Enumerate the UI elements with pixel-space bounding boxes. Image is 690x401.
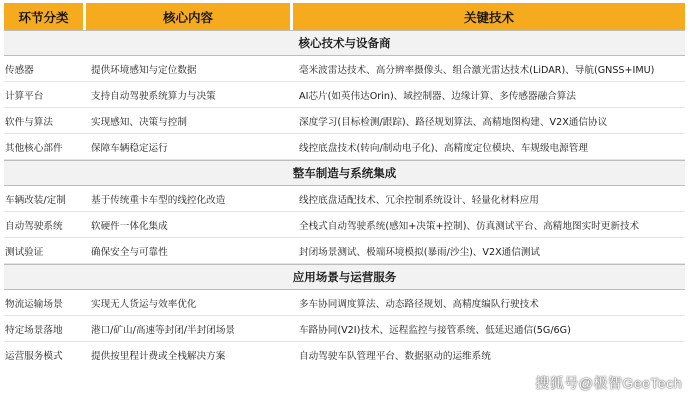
row-content: 提供环境感知与定位数据 xyxy=(91,64,197,76)
row-category: 其他核心部件 xyxy=(5,142,63,154)
table-row xyxy=(4,212,685,238)
watermark: 搜狐号@极智GeeTech xyxy=(535,375,682,391)
row-technology: 车路协同(V2I)技术、远程监控与接管系统、低延迟通信(5G/6G) xyxy=(299,324,571,336)
row-technology: 线控底盘适配技术、冗余控制系统设计、轻量化材料应用 xyxy=(299,194,539,206)
table-row xyxy=(4,186,685,212)
row-content: 实现感知、决策与控制 xyxy=(91,116,187,128)
row-category: 计算平台 xyxy=(5,90,44,102)
row-technology: 毫米波雷达技术、高分辨率摄像头、组合激光雷达技术(LiDAR)、导航(GNSS+IMU) xyxy=(299,64,655,76)
row-content: 保障车辆稳定运行 xyxy=(91,142,168,154)
row-technology: AI芯片(如英伟达Orin)、域控制器、边缘计算、多传感器融合算法 xyxy=(299,90,576,102)
row-technology: 自动驾驶车队管理平台、数据驱动的运维系统 xyxy=(299,351,491,362)
row-content: 支持自动驾驶系统算力与决策 xyxy=(91,90,216,102)
row-category: 自动驾驶系统 xyxy=(5,220,63,232)
row-category: 物流运输场景 xyxy=(5,298,63,310)
row-category: 运营服务模式 xyxy=(5,351,63,362)
row-category: 车辆改装/定制 xyxy=(5,194,66,206)
row-technology: 多车协同调度算法、动态路径规划、高精度编队行驶技术 xyxy=(299,298,539,310)
row-content: 基于传统重卡车型的线控化改造 xyxy=(91,194,226,206)
header-content: 核心内容 xyxy=(86,3,290,30)
row-technology: 封闭场景测试、极端环境模拟(暴雨/沙尘)、V2X通信测试 xyxy=(299,246,541,258)
table-row xyxy=(4,316,685,342)
row-category: 测试验证 xyxy=(5,246,44,258)
section-title: 应用场景与运营服务 xyxy=(4,264,685,290)
section-title: 核心技术与设备商 xyxy=(4,30,685,56)
table-row xyxy=(4,56,685,82)
table-row xyxy=(4,290,685,316)
table-body xyxy=(4,30,685,368)
row-content: 港口/矿山/高速等封闭/半封闭场景 xyxy=(91,324,236,336)
section-title: 整车制造与系统集成 xyxy=(4,160,685,186)
table-header xyxy=(4,3,685,30)
table-row xyxy=(4,82,685,108)
table-row xyxy=(4,108,685,134)
row-category: 特定场景落地 xyxy=(5,324,63,336)
row-content: 确保安全与可靠性 xyxy=(91,246,168,258)
table-row xyxy=(4,238,685,264)
table-row xyxy=(4,134,685,160)
row-technology: 全栈式自动驾驶系统(感知+决策+控制)、仿真测试平台、高精地图实时更新技术 xyxy=(299,220,640,232)
row-category: 传感器 xyxy=(5,64,34,76)
row-technology: 线控底盘技术(转向/制动电子化)、高精度定位模块、车规级电源管理 xyxy=(299,142,588,154)
row-content: 软硬件一体化集成 xyxy=(91,220,168,232)
row-content: 提供按里程计费或全栈解决方案 xyxy=(91,351,226,362)
row-content: 实现无人货运与效率优化 xyxy=(91,298,197,310)
key-technology-table xyxy=(4,3,685,368)
row-category: 软件与算法 xyxy=(5,116,53,128)
header-category: 环节分类 xyxy=(4,3,83,30)
row-technology: 深度学习(目标检测/跟踪)、路径规划算法、高精地图构建、V2X通信协议 xyxy=(299,116,608,128)
header-technology: 关键技术 xyxy=(293,3,685,30)
table-row xyxy=(4,342,685,368)
